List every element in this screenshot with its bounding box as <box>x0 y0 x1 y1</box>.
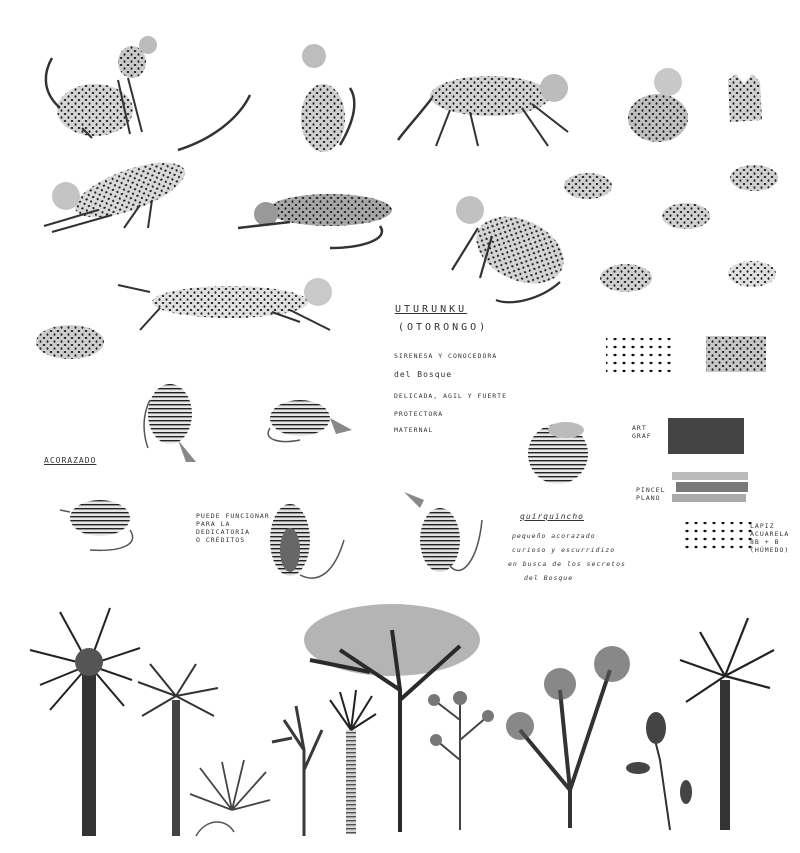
jaguar-head-1 <box>628 68 688 142</box>
jaguar-sitting-2 <box>301 44 354 152</box>
quirquincho-line-2: curioso y escurridizo <box>512 546 616 554</box>
quirquincho-line-4: del Bosque <box>524 574 574 582</box>
uturunku-title: UTURUNKU <box>395 304 468 315</box>
jaguar-crouching <box>452 196 574 302</box>
seed-pod-plant <box>626 712 692 830</box>
jaguar-head-small-3 <box>662 203 710 229</box>
spot-swatch-1 <box>606 338 674 372</box>
uturunku-subtitle: (OTORONGO) <box>398 322 489 333</box>
uturunku-line-2: del Bosque <box>394 370 453 379</box>
flowering-shrub <box>428 691 494 830</box>
palm-tree-small <box>138 664 218 836</box>
jaguar-walking <box>398 74 568 146</box>
jaguar-head-small-2 <box>730 165 778 191</box>
art-graf-swatch <box>668 418 744 454</box>
jaguar-head-small-5 <box>728 261 776 287</box>
jaguar-running <box>118 278 332 330</box>
pincel-plano-label: PINCEL PLANO <box>636 486 666 503</box>
spot-swatch-2 <box>706 336 766 372</box>
jaguar-sitting-1 <box>46 36 157 138</box>
flat-brush-swatch <box>672 472 748 502</box>
palm-tree-tall <box>30 608 140 836</box>
armadillo-1 <box>144 384 196 462</box>
uturunku-line-1: SIRENESA Y CONOCEDORA <box>394 352 498 360</box>
striped-palm <box>330 690 376 834</box>
quirquincho-line-3: en busca de los secretos <box>508 560 626 568</box>
art-graf-label: ART GRAF <box>632 424 652 441</box>
jaguar-head-small-4 <box>600 264 652 292</box>
armadillo-curled <box>528 422 588 484</box>
jaguar-head-small-1 <box>564 173 612 199</box>
big-canopy-tree <box>304 604 480 832</box>
uturunku-line-3: DELICADA, AGIL Y FUERTE <box>394 392 508 400</box>
uturunku-line-5: MATERNAL <box>394 426 434 434</box>
watercolor-pencil-swatch <box>682 522 752 552</box>
jaguar-head-resting <box>36 325 104 359</box>
lapiz-acuarela-label: LAPIZ ACUARELA 8B + B (HÚMEDO) <box>750 522 790 555</box>
dead-tree <box>272 706 322 836</box>
uturunku-line-4: PROTECTORA <box>394 410 444 418</box>
fern-sprout <box>196 822 234 836</box>
jaguar-lying <box>238 194 392 248</box>
grass-tuft <box>190 760 270 810</box>
armadillo-3 <box>60 500 133 550</box>
jaguar-head-2 <box>728 74 762 122</box>
quirquincho-line-1: pequeño acorazado <box>512 532 596 540</box>
acorazado-label: ACORAZADO <box>44 456 97 465</box>
armadillo-4 <box>270 504 344 578</box>
armadillo-5 <box>404 492 482 572</box>
armadillo-2 <box>268 400 352 442</box>
quirquincho-title: quirquincho <box>520 512 584 521</box>
branching-yucca <box>506 646 630 828</box>
dedicatoria-note: PUEDE FUNCIONAR PARA LA DEDICATORIA O CRÉDITOS <box>196 512 270 545</box>
palm-tree-right <box>680 618 774 830</box>
